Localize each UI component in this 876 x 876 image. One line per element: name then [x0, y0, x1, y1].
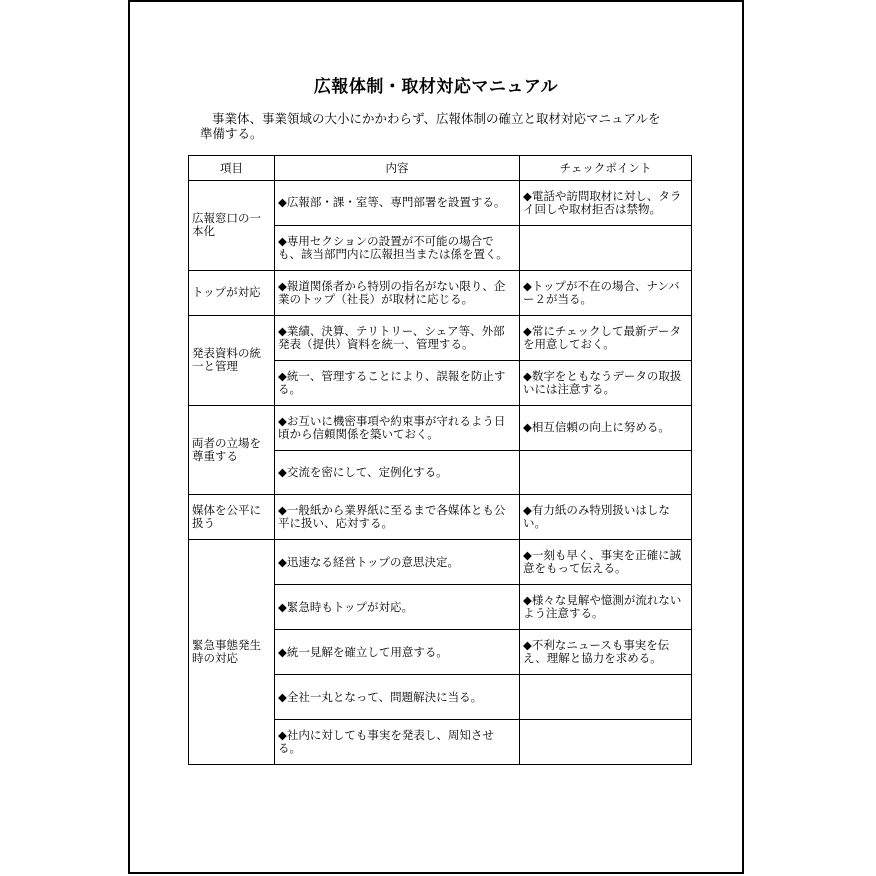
- header-item: 項目: [189, 156, 275, 181]
- item-cell: トップが対応: [189, 270, 275, 315]
- check-cell: [520, 450, 692, 495]
- check-cell: ◆有力紙のみ特別扱いはしない。: [520, 495, 692, 540]
- item-cell: 広報窓口の一本化: [189, 181, 275, 271]
- content-cell: ◆業績、決算、テリトリー、シェア等、外部発表（提供）資料を統一、管理する。: [275, 315, 520, 360]
- manual-table: [188, 155, 692, 765]
- check-cell: [520, 225, 692, 270]
- check-cell: ◆一刻も早く、事実を正確に誠意をもって伝える。: [520, 540, 692, 585]
- content-cell: ◆統一、管理することにより、誤報を防止する。: [275, 360, 520, 405]
- check-cell: ◆不利なニュースも事実を伝え、理解と協力を求める。: [520, 630, 692, 675]
- content-cell: ◆交流を密にして、定例化する。: [275, 450, 520, 495]
- content-cell: ◆一般紙から業界紙に至るまで各媒体とも公平に扱い、応対する。: [275, 495, 520, 540]
- check-cell: ◆様々な見解や憶測が流れないよう注意する。: [520, 585, 692, 630]
- header-check: チェックポイント: [520, 156, 692, 181]
- check-cell: ◆電話や訪問取材に対し、タライ回しや取材拒否は禁物。: [520, 181, 692, 226]
- content-cell: ◆全社一丸となって、問題解決に当る。: [275, 675, 520, 720]
- item-cell: 発表資料の統一と管理: [189, 315, 275, 405]
- content-cell: ◆報道関係者から特別の指名がない限り、企業のトップ（社長）が取材に応じる。: [275, 270, 520, 315]
- item-cell: 緊急事態発生時の対応: [189, 540, 275, 765]
- intro-paragraph: 事業体、事業領域の大小にかかわらず、広報体制の確立と取材対応マニュアルを準備する。: [200, 111, 661, 141]
- document-title: 広報体制・取材対応マニュアル: [313, 77, 559, 97]
- item-cell: 両者の立場を尊重する: [189, 405, 275, 495]
- content-cell: ◆緊急時もトップが対応。: [275, 585, 520, 630]
- content-cell: ◆広報部・課・室等、専門部署を設置する。: [275, 181, 520, 226]
- check-cell: ◆常にチェックして最新データを用意しておく。: [520, 315, 692, 360]
- content-cell: ◆統一見解を確立して用意する。: [275, 630, 520, 675]
- content-cell: ◆専用セクションの設置が不可能の場合でも、該当部門内に広報担当または係を置く。: [275, 225, 520, 270]
- table-row: [189, 540, 692, 585]
- item-cell: 媒体を公平に扱う: [189, 495, 275, 540]
- header-content: 内容: [275, 156, 520, 181]
- check-cell: ◆相互信頼の向上に努める。: [520, 405, 692, 450]
- table-row: [189, 270, 692, 315]
- table-header-row: [189, 156, 692, 181]
- table-row: [189, 315, 692, 360]
- content-cell: ◆お互いに機密事項や約束事が守れるよう日頃から信頼関係を築いておく。: [275, 405, 520, 450]
- check-cell: ◆数字をともなうデータの取扱いには注意する。: [520, 360, 692, 405]
- check-cell: [520, 720, 692, 765]
- content-cell: ◆迅速なる経営トップの意思決定。: [275, 540, 520, 585]
- table-row: [189, 405, 692, 450]
- check-cell: ◆トップが不在の場合、ナンバー２が当る。: [520, 270, 692, 315]
- document-page: [128, 0, 744, 874]
- table-row: [189, 495, 692, 540]
- content-cell: ◆社内に対しても事実を発表し、周知させる。: [275, 720, 520, 765]
- check-cell: [520, 675, 692, 720]
- table-row: [189, 181, 692, 226]
